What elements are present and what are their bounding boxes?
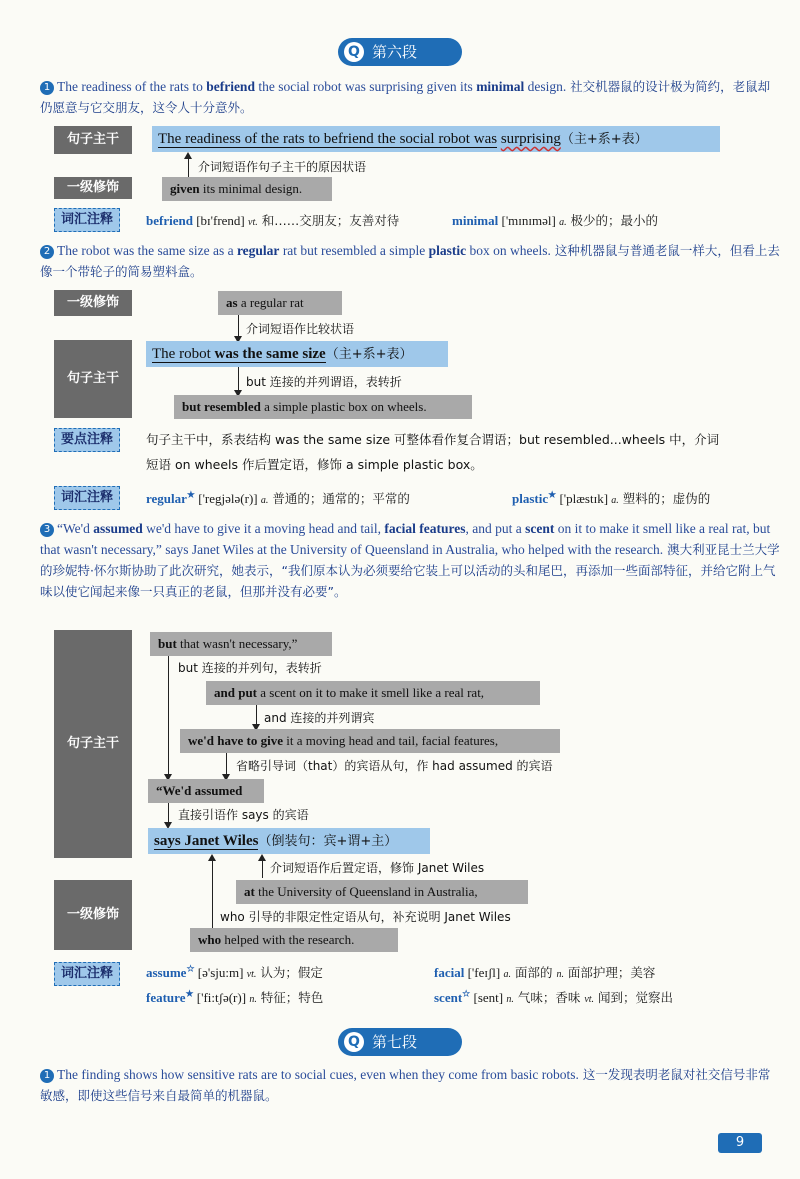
clause-bar: [206, 681, 540, 705]
structure-note: （主+系+表）: [325, 347, 413, 362]
phonetic: ['plæstɪk]: [556, 491, 612, 506]
phonetic: [bɪ'frend]: [192, 213, 248, 228]
word: scent: [434, 990, 463, 1005]
structure-note: （主+系+表）: [560, 132, 648, 147]
text: the University of Queensland in Australia,: [254, 884, 478, 899]
meaning: 气味；香味: [513, 990, 585, 1005]
pos: vt.: [248, 217, 258, 228]
vocab-label: 词汇注释: [54, 962, 120, 986]
text: scent: [525, 521, 555, 536]
vocab-entry: [434, 988, 673, 1006]
text: The readiness of the rats to: [57, 79, 207, 94]
q-icon: Q: [344, 42, 364, 62]
note: 介词短语作后置定语，修饰 Janet Wiles: [270, 861, 485, 875]
structure-note: （倒装句：宾+谓+主）: [258, 834, 398, 849]
phonetic: ['regjələ(r)]: [195, 491, 261, 506]
text: assumed: [93, 521, 143, 536]
text: plastic: [428, 243, 467, 258]
arrow: [168, 656, 169, 779]
note: 直接引语作 says 的宾语: [178, 808, 309, 822]
note: but 连接的并列谓语，表转折: [246, 375, 402, 389]
text: that wasn't necessary,”: [176, 636, 298, 651]
arrow: [168, 803, 169, 827]
text: minimal: [476, 79, 525, 94]
note: but 连接的并列句，表转折: [178, 661, 322, 675]
pos: vt.: [246, 969, 257, 980]
paragraph-1: [40, 76, 780, 118]
text: but resembled: [182, 399, 261, 414]
vocab-entry: [512, 489, 710, 507]
word: befriend: [146, 213, 193, 228]
translation: 澳大利亚昆士兰大学的珍妮特·怀尔斯协助了此次研究，她表示，“我们原本认为必须要给它装上可以活动的头和尾巴，再添加一些面部特征，并给它附上气味以使它闻起来像一只真正的老鼠，但那并没有必要”。: [40, 542, 780, 599]
phonetic: ['fi:tʃə(r)]: [193, 990, 250, 1005]
vocab-label: 词汇注释: [54, 208, 120, 232]
note: and 连接的并列谓宾: [264, 711, 375, 725]
text: rat but resembled a simple: [279, 243, 429, 258]
modifier-bar: [218, 291, 342, 315]
text: “We'd assumed: [156, 783, 243, 798]
text: The robot was the same size as a: [57, 243, 237, 258]
q-icon: Q: [344, 1032, 364, 1052]
section-header-6: [338, 38, 462, 66]
arrow: [188, 154, 189, 178]
star-icon: ★: [186, 489, 195, 500]
text: helped with the research.: [221, 932, 355, 947]
vocab-label: 词汇注释: [54, 486, 120, 510]
text: The finding shows how sensitive rats are to social cues, even when they come from basic robots.: [57, 1067, 579, 1082]
main-clause-bar: [148, 828, 430, 854]
page-number: 9: [718, 1133, 762, 1153]
modifier-bar: [236, 880, 528, 904]
pos: a.: [260, 495, 269, 506]
clause-bar: [148, 779, 264, 803]
word: regular: [146, 491, 187, 506]
modifier-bar: [162, 177, 332, 201]
text: a simple plastic box on wheels.: [260, 399, 427, 414]
predicate-subject: says Janet Wiles: [154, 833, 259, 849]
arrow: [226, 753, 227, 779]
word: facial: [434, 965, 465, 980]
meaning: 极少的；最小的: [566, 213, 659, 228]
vocab-entry: [146, 963, 323, 981]
subject: The robot: [152, 346, 215, 362]
coordinate-bar: [174, 395, 472, 419]
pos: n.: [506, 994, 514, 1005]
text: befriend: [206, 79, 255, 94]
section-header-7: [338, 1028, 462, 1056]
key-note-line: 句子主干中，系表结构 was the same size 可整体看作复合谓语；but resembled...wheels 中，介词: [146, 432, 720, 447]
note: 介词短语作比较状语: [246, 322, 355, 336]
pos: n.: [249, 994, 257, 1005]
text: on it to make it smell like a real rat, but that wasn't necessary,” says Janet Wiles at the University of Queensland in Australia, who helped with the research.: [40, 521, 771, 557]
label-modifier: 一级修饰: [54, 177, 132, 199]
arrow: [238, 367, 239, 395]
note: 介词短语作句子主干的原因状语: [198, 160, 367, 174]
word: plastic: [512, 491, 549, 506]
clause-bar: [180, 729, 560, 753]
star-icon: ★: [548, 489, 557, 500]
pos: vt.: [584, 994, 595, 1005]
predicative: surprising: [500, 131, 561, 147]
label-main: 句子主干: [54, 340, 132, 418]
main-clause-bar: [152, 126, 720, 152]
text: design.: [524, 79, 567, 94]
translation: 这种机器鼠与普通老鼠一样大，但看上去像一个带轮子的简易塑料盒。: [40, 243, 780, 279]
text: as: [226, 295, 238, 310]
phonetic: [ə'sju:m]: [194, 965, 247, 980]
phonetic: [sent]: [470, 990, 507, 1005]
meaning: 闻到；觉察出: [594, 990, 674, 1005]
translation: 这一发现表明老鼠对社交信号非常敏感，即使这些信号来自最简单的机器鼠。: [40, 1067, 771, 1103]
text: its minimal design.: [199, 181, 303, 196]
vocab-entry: [146, 988, 323, 1006]
pos: a.: [559, 217, 567, 228]
text: we'd have to give: [188, 733, 283, 748]
note: who 引导的非限定性定语从句，补充说明 Janet Wiles: [220, 910, 511, 924]
label-main: 句子主干: [54, 630, 132, 858]
section-title: 第六段: [372, 43, 418, 61]
meaning: 面部护理；美容: [563, 965, 656, 980]
arrow: [212, 856, 213, 930]
text: it a moving head and tail, facial features,: [282, 733, 499, 748]
star-icon: ★: [185, 988, 194, 999]
text: and put: [214, 685, 257, 700]
text: box on wheels.: [466, 243, 551, 258]
translation: 社交机器鼠的设计极为简约，老鼠却仍愿意与它交朋友，这令人十分意外。: [40, 79, 771, 115]
meaning: 面部的: [510, 965, 557, 980]
word: feature: [146, 990, 186, 1005]
note: 省略引导词（that）的宾语从句，作 had assumed 的宾语: [236, 759, 553, 773]
meaning: 塑料的；虚伪的: [618, 491, 711, 506]
number-badge: 3: [40, 523, 54, 537]
text: but: [158, 636, 177, 651]
text: the social robot was surprising given its: [254, 79, 477, 94]
verb: was: [473, 131, 498, 147]
paragraph-2: [40, 240, 780, 282]
text: a regular rat: [237, 295, 304, 310]
subject: The readiness of the rats to befriend the social robot: [158, 131, 474, 147]
paragraph-4: [40, 1064, 780, 1106]
meaning: 和……交朋友；友善对待: [257, 213, 400, 228]
arrow: [256, 705, 257, 729]
main-clause-bar: [146, 341, 448, 367]
text: we'd have to give it a moving head and tail,: [142, 521, 385, 536]
star-icon: ☆: [462, 988, 471, 999]
key-note-line: 短语 on wheels 作后置定语，修饰 a simple plastic box。: [146, 457, 483, 472]
meaning: 特征；特色: [256, 990, 324, 1005]
pos: a.: [611, 495, 619, 506]
label-modifier: 一级修饰: [54, 290, 132, 316]
pos: n.: [556, 969, 564, 980]
label-main: 句子主干: [54, 126, 132, 154]
modifier-bar: [190, 928, 398, 952]
number-badge: 1: [40, 81, 54, 95]
arrow: [262, 856, 263, 878]
phonetic: ['feɪʃl]: [464, 965, 504, 980]
number-badge: 2: [40, 245, 54, 259]
text: at: [244, 884, 255, 899]
meaning: 普通的；通常的；平常的: [268, 491, 410, 506]
text: “We'd: [57, 521, 94, 536]
word: minimal: [452, 213, 499, 228]
meaning: 认为；假定: [256, 965, 323, 980]
vocab-entry: [146, 211, 399, 229]
vocab-entry: [452, 211, 658, 229]
word: assume: [146, 965, 187, 980]
predicate: was the same size: [214, 346, 326, 362]
number-badge: 1: [40, 1069, 54, 1083]
arrow: [238, 315, 239, 341]
phonetic: ['mɪnɪməl]: [498, 213, 560, 228]
text: , and put a: [465, 521, 526, 536]
text: a scent on it to make it smell like a real rat,: [257, 685, 485, 700]
text: facial features: [384, 521, 466, 536]
text: who: [198, 932, 222, 947]
section-title: 第七段: [372, 1033, 418, 1051]
key-label: 要点注释: [54, 428, 120, 452]
text: given: [170, 181, 200, 196]
text: regular: [236, 243, 280, 258]
label-modifier: 一级修饰: [54, 880, 132, 950]
paragraph-3: [40, 518, 780, 602]
pos: a.: [503, 969, 511, 980]
star-icon: ☆: [186, 963, 195, 974]
clause-bar: [150, 632, 332, 656]
vocab-entry: [434, 963, 655, 981]
vocab-entry: [146, 489, 410, 507]
